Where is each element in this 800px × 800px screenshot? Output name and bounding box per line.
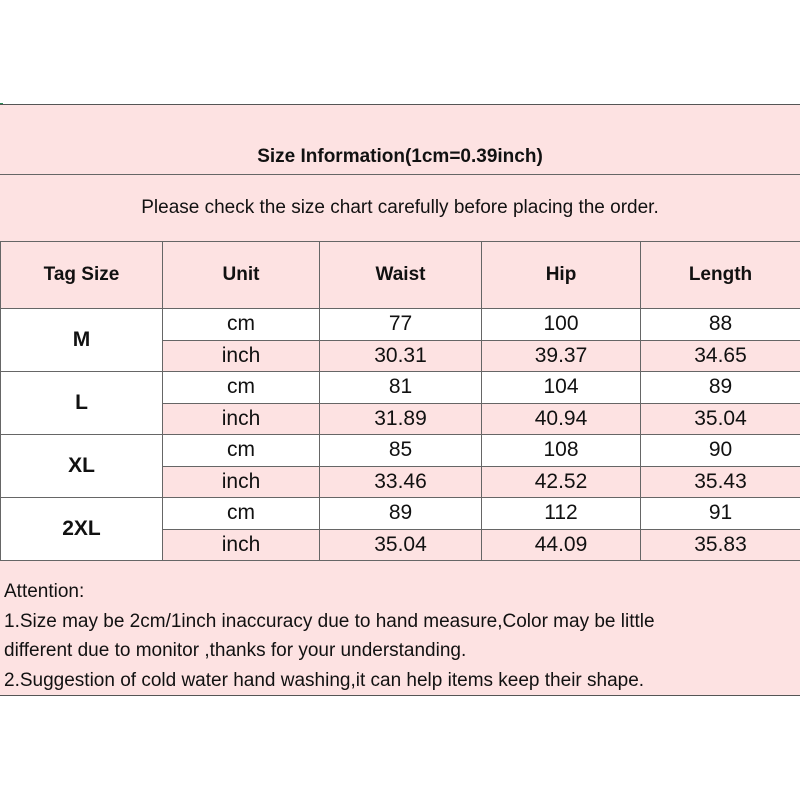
length-cell: 34.65 xyxy=(641,340,800,372)
waist-cell: 33.46 xyxy=(320,466,482,498)
unit-cell: cm xyxy=(163,372,320,404)
unit-cell: cm xyxy=(163,309,320,341)
hip-cell: 100 xyxy=(482,309,641,341)
length-cell: 90 xyxy=(641,435,800,467)
unit-cell: cm xyxy=(163,498,320,530)
header-length: Length xyxy=(641,242,800,309)
length-cell: 88 xyxy=(641,309,800,341)
waist-cell: 31.89 xyxy=(320,403,482,435)
tag-size-cell: 2XL xyxy=(1,498,163,561)
unit-cell: inch xyxy=(163,340,320,372)
waist-cell: 35.04 xyxy=(320,529,482,561)
waist-cell: 89 xyxy=(320,498,482,530)
waist-cell: 85 xyxy=(320,435,482,467)
size-chart xyxy=(0,104,800,696)
attention-line: different due to monitor ,thanks for your understanding. xyxy=(4,640,467,661)
header-hip: Hip xyxy=(482,242,641,309)
length-cell: 35.83 xyxy=(641,529,800,561)
hip-cell: 42.52 xyxy=(482,466,641,498)
length-cell: 35.43 xyxy=(641,466,800,498)
unit-cell: inch xyxy=(163,466,320,498)
chart-title-text: Size Information(1cm=0.39inch) xyxy=(257,146,543,167)
attention-notes xyxy=(4,577,794,695)
length-cell: 89 xyxy=(641,372,800,404)
header-unit: Unit xyxy=(163,242,320,309)
tag-size-cell: XL xyxy=(1,435,163,498)
header-row xyxy=(1,242,800,309)
hip-cell: 104 xyxy=(482,372,641,404)
unit-cell: inch xyxy=(163,403,320,435)
hip-cell: 39.37 xyxy=(482,340,641,372)
size-table xyxy=(0,241,800,561)
unit-cell: inch xyxy=(163,529,320,561)
length-cell: 91 xyxy=(641,498,800,530)
tag-size-cell: L xyxy=(1,372,163,435)
table-row xyxy=(1,435,800,467)
unit-cell: cm xyxy=(163,435,320,467)
tag-size-cell: M xyxy=(1,309,163,372)
hip-cell: 112 xyxy=(482,498,641,530)
table-row xyxy=(1,498,800,530)
attention-line: 1.Size may be 2cm/1inch inaccuracy due to hand measure,Color may be little xyxy=(4,610,655,632)
length-cell: 35.04 xyxy=(641,403,800,435)
hip-cell: 44.09 xyxy=(482,529,641,561)
hip-cell: 108 xyxy=(482,435,641,467)
hip-cell: 40.94 xyxy=(482,403,641,435)
waist-cell: 81 xyxy=(320,372,482,404)
chart-title xyxy=(0,105,800,175)
chart-notice: Please check the size chart carefully before placing the order. xyxy=(0,175,800,242)
table-row xyxy=(1,372,800,404)
attention-heading: Attention: xyxy=(4,581,85,602)
waist-cell: 77 xyxy=(320,309,482,341)
waist-cell: 30.31 xyxy=(320,340,482,372)
header-tag-size: Tag Size xyxy=(1,242,163,309)
table-row xyxy=(1,309,800,341)
attention-line: 2.Suggestion of cold water hand washing,it can help items keep their shape. xyxy=(4,669,645,691)
header-waist: Waist xyxy=(320,242,482,309)
